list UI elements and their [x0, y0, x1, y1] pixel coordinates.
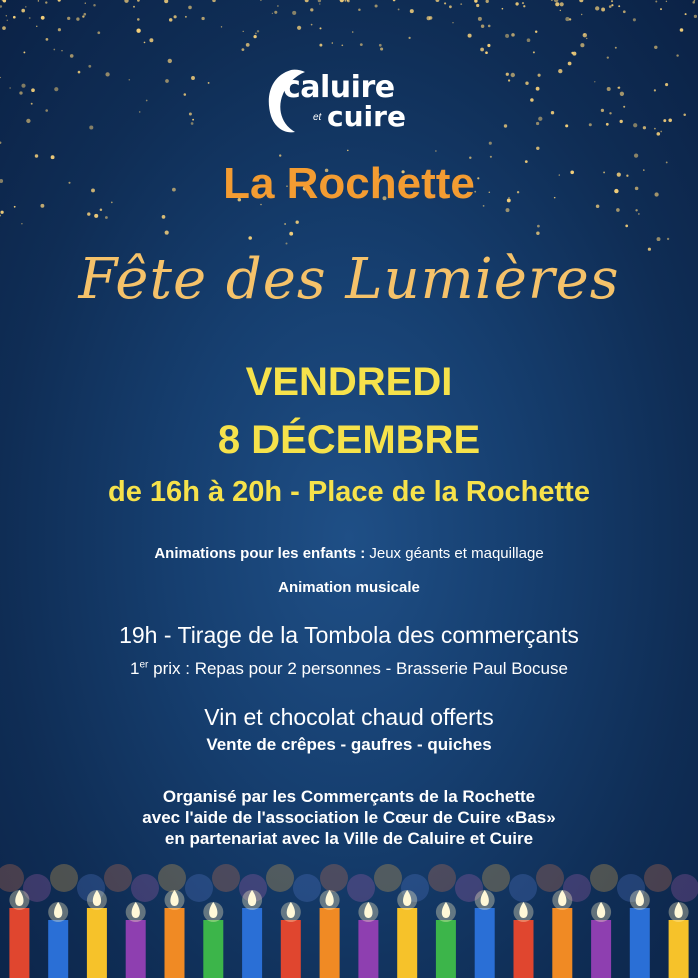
sparkle-dot	[660, 131, 662, 133]
sparkle-dot	[168, 59, 172, 63]
sparkle-dot	[601, 109, 604, 112]
sparkle-dot	[133, 6, 135, 8]
event-day: VENDREDI	[245, 360, 453, 404]
sparkle-dot	[551, 111, 554, 114]
sparkle-dot	[692, 1, 695, 4]
event-title: Fête des Lumières	[78, 247, 620, 312]
sparkle-dot	[76, 17, 79, 20]
sparkle-dot	[310, 8, 313, 11]
glow-bokeh	[185, 874, 213, 902]
sparkle-dot	[305, 0, 309, 2]
glow-bokeh	[104, 864, 132, 892]
sparkle-dot	[162, 215, 166, 219]
candle-body	[9, 908, 29, 978]
kids-activities	[0, 546, 698, 561]
sparkle-dot	[481, 24, 484, 27]
sparkle-dot	[683, 113, 686, 116]
sparkle-dot	[694, 15, 697, 18]
candle-body	[320, 908, 340, 978]
sparkle-dot	[165, 231, 169, 235]
sparkle-dot	[623, 10, 626, 13]
sparkle-dot	[311, 24, 313, 26]
sparkle-dot	[31, 103, 33, 105]
sparkle-dot	[23, 51, 25, 53]
sparkle-dot	[611, 0, 613, 2]
sparkle-dot	[558, 69, 562, 73]
sparkle-dot	[41, 16, 45, 20]
glow-bokeh	[482, 864, 510, 892]
candles-decoration	[0, 850, 698, 978]
sparkle-dot	[620, 120, 623, 123]
sparkle-dot	[581, 14, 582, 15]
sparkle-dot	[668, 119, 672, 123]
logo-text-caluire: caluire	[283, 70, 395, 105]
sparkle-dot	[536, 231, 539, 234]
sparkle-dot	[633, 123, 637, 127]
sparkle-dot	[46, 38, 49, 41]
sparkle-dot	[105, 72, 109, 76]
sparkle-dot	[607, 56, 609, 58]
sparkle-dot	[7, 20, 8, 21]
sparkle-dot	[136, 29, 140, 33]
sparkle-dot	[21, 9, 25, 13]
sparkle-dot	[511, 73, 515, 77]
event-hours-location: de 16h à 20h - Place de la Rochette	[108, 476, 590, 508]
sparkle-dot	[685, 13, 687, 15]
sparkle-dot	[70, 54, 74, 58]
sparkle-dot	[318, 0, 321, 2]
glow-bokeh	[158, 864, 186, 892]
organizers-block	[0, 786, 698, 849]
event-date: 8 DÉCEMBRE	[217, 418, 481, 462]
sparkle-dot	[634, 153, 638, 157]
sparkle-dot	[618, 5, 620, 7]
candle-body	[242, 908, 262, 978]
sparkle-dot	[93, 4, 96, 7]
sparkle-dot	[36, 26, 37, 27]
sparkle-dot	[468, 34, 472, 38]
sparkle-dot	[568, 62, 572, 66]
sparkle-dot	[657, 132, 661, 136]
sparkle-dot	[505, 34, 509, 38]
sparkle-dot	[535, 31, 537, 33]
candle-body	[591, 920, 611, 978]
sparkle-dot	[85, 3, 86, 4]
candle-body	[358, 920, 378, 978]
glow-bokeh	[644, 864, 672, 892]
sparkle-dot	[31, 88, 35, 92]
sparkle-dot	[606, 123, 609, 126]
sparkle-dot	[88, 65, 91, 68]
sparkle-dot	[51, 155, 55, 159]
sparkle-dot	[654, 128, 656, 130]
sparkle-dot	[625, 225, 628, 228]
sparkle-dot	[255, 32, 257, 34]
prize-text: prix : Repas pour 2 personnes - Brasserie Paul Bocuse	[153, 659, 568, 678]
sparkle-dot	[284, 223, 286, 225]
sparkle-dot	[94, 214, 98, 218]
sparkle-dot	[449, 5, 452, 8]
sparkle-dot	[538, 117, 542, 121]
kids-activities-text: Jeux géants et maquillage	[369, 545, 544, 562]
sparkle-dot	[340, 0, 344, 2]
sparkle-dot	[530, 98, 534, 102]
glow-bokeh	[320, 864, 348, 892]
sparkle-dot	[146, 100, 148, 102]
sparkle-dot	[444, 2, 446, 4]
candle-body	[87, 908, 107, 978]
sparkle-dot	[380, 47, 383, 50]
candle-body	[552, 908, 572, 978]
glow-bokeh	[374, 864, 402, 892]
sparkle-dot	[620, 92, 624, 96]
sparkle-dot	[480, 48, 484, 52]
sparkle-dot	[2, 26, 6, 30]
sparkle-dot	[579, 0, 583, 2]
sparkle-dot	[617, 87, 619, 89]
sparkle-dot	[246, 43, 250, 47]
sparkle-dot	[393, 0, 396, 1]
candle-body	[669, 920, 689, 978]
sparkle-dot	[188, 6, 192, 10]
prize-ordinal: er	[139, 659, 149, 671]
glow-bokeh	[266, 864, 294, 892]
sparkle-dot	[502, 8, 504, 10]
sparkle-dot	[536, 147, 539, 150]
sparkle-dot	[560, 10, 561, 11]
sparkle-dot	[0, 214, 1, 216]
sparkle-dot	[352, 31, 354, 33]
sparkle-dot	[0, 5, 2, 7]
sparkle-dot	[208, 82, 210, 84]
organizer-line: Organisé par les Commerçants de la Rochette	[162, 787, 536, 806]
logo-text-cuire: cuire	[327, 100, 406, 133]
sparkle-dot	[78, 71, 81, 74]
sparkle-dot	[21, 223, 22, 224]
sparkle-dot	[29, 17, 31, 19]
sparkle-dot	[488, 25, 491, 28]
sparkle-dot	[663, 119, 666, 122]
sparkle-dot	[285, 242, 287, 244]
sparkle-dot	[523, 5, 525, 7]
sparkle-dot	[248, 236, 252, 240]
sparkle-dot	[0, 211, 3, 214]
sparkle-dot	[53, 49, 55, 51]
sparkle-dot	[485, 51, 488, 54]
sparkle-dot	[97, 31, 100, 34]
sparkle-dot	[100, 209, 103, 212]
sparkle-dot	[296, 221, 299, 224]
sparkle-dot	[169, 18, 173, 22]
tombola-line: 19h - Tirage de la Tombola des commerçants	[119, 622, 579, 648]
candle-body	[203, 920, 223, 978]
sparkle-dot	[189, 113, 192, 116]
sparkle-dot	[277, 5, 279, 7]
sparkle-dot	[25, 6, 26, 7]
sparkle-dot	[3, 0, 6, 3]
sparkle-dot	[410, 9, 414, 13]
sparkle-dot	[487, 44, 490, 47]
sparkle-dot	[506, 73, 509, 76]
sparkle-dot	[452, 22, 453, 23]
sparkle-dot	[13, 16, 16, 19]
sparkle-dot	[633, 18, 636, 21]
sparkle-dot	[638, 213, 639, 214]
sparkle-dot	[379, 44, 382, 47]
food-sale: Vente de crêpes - gaufres - quiches	[206, 735, 492, 754]
sparkle-dot	[643, 126, 646, 129]
candle-body	[475, 908, 495, 978]
sparkle-dot	[478, 17, 482, 21]
sparkle-dot	[474, 0, 477, 3]
sparkle-dot	[654, 46, 657, 49]
sparkle-dot	[201, 17, 204, 20]
sparkle-dot	[184, 93, 187, 96]
sparkle-dot	[137, 0, 140, 2]
kids-activities-label: Animations pour les enfants :	[154, 545, 366, 562]
sparkle-dot	[124, 0, 128, 3]
sparkle-dot	[609, 5, 612, 8]
sparkle-dot	[565, 17, 569, 21]
sparkle-dot	[292, 11, 296, 15]
sparkle-dot	[460, 3, 462, 5]
prize-number: 1	[130, 659, 140, 678]
music-activity: Animation musicale	[278, 579, 420, 596]
sparkle-dot	[616, 208, 620, 212]
sparkle-dot	[191, 76, 195, 80]
sparkle-dot	[82, 15, 84, 17]
sparkle-dot	[560, 2, 564, 6]
sparkle-dot	[648, 248, 651, 251]
sparkle-dot	[243, 31, 244, 32]
sparkle-dot	[476, 4, 479, 7]
sparkle-dot	[319, 27, 321, 29]
sparkle-dot	[89, 125, 93, 129]
candle-body	[165, 908, 185, 978]
sparkle-dot	[565, 124, 568, 127]
sparkle-dot	[274, 11, 277, 14]
sparkle-dot	[345, 0, 347, 2]
sparkle-dot	[609, 112, 611, 114]
sparkle-dot	[174, 15, 177, 18]
sparkle-dot	[164, 0, 168, 3]
sparkle-dot	[527, 38, 531, 42]
sparkle-dot	[14, 206, 16, 208]
sparkle-dot	[506, 208, 510, 212]
sparkle-dot	[486, 0, 489, 3]
sparkle-dot	[694, 0, 696, 1]
sparkle-dot	[54, 87, 58, 91]
sparkle-dot	[375, 4, 378, 7]
sparkle-dot	[45, 109, 48, 112]
sparkle-dot	[655, 1, 657, 3]
sparkle-dot	[504, 124, 507, 127]
sparkle-dot	[358, 9, 361, 12]
glow-bokeh	[536, 864, 564, 892]
city-logo	[255, 62, 445, 142]
sparkle-dot	[212, 0, 216, 2]
sparkle-dot	[515, 2, 518, 5]
sparkle-dot	[508, 79, 510, 81]
sparkle-dot	[272, 13, 273, 14]
sparkle-dot	[436, 0, 440, 2]
sparkle-dot	[536, 122, 539, 125]
sparkle-dot	[260, 0, 261, 1]
sparkle-dot	[58, 0, 61, 2]
sparkle-dot	[667, 238, 669, 240]
sparkle-dot	[139, 111, 141, 113]
sparkle-dot	[555, 2, 559, 6]
glow-bokeh	[428, 864, 456, 892]
glow-bokeh	[131, 874, 159, 902]
sparkle-dot	[660, 8, 662, 10]
glow-bokeh	[50, 864, 78, 892]
sparkle-dot	[19, 91, 22, 94]
sparkle-dot	[61, 50, 62, 51]
drinks-offered: Vin et chocolat chaud offerts	[204, 704, 494, 730]
sparkle-dot	[332, 42, 334, 44]
sparkle-dot	[571, 52, 573, 54]
sparkle-dot	[594, 81, 595, 82]
sparkle-dot	[347, 0, 350, 2]
sparkle-dot	[666, 1, 667, 2]
sparkle-dot	[10, 87, 11, 88]
sparkle-dot	[429, 16, 433, 20]
candle-body	[397, 908, 417, 978]
sparkle-dot	[601, 8, 605, 12]
sparkle-dot	[253, 35, 256, 38]
sparkle-dot	[538, 74, 541, 77]
sparkle-dot	[536, 87, 540, 91]
sparkle-dot	[657, 237, 661, 241]
sparkle-dot	[21, 84, 25, 88]
sparkle-dot	[149, 38, 153, 42]
candle-body	[436, 920, 456, 978]
sparkle-dot	[680, 28, 684, 32]
sparkle-dot	[489, 142, 492, 145]
sparkle-dot	[589, 123, 592, 126]
sparkle-dot	[297, 26, 301, 30]
sparkle-dot	[623, 106, 625, 108]
sparkle-dot	[26, 119, 30, 123]
logo-text-et: et	[313, 112, 322, 123]
sparkle-dot	[533, 51, 535, 53]
sparkle-dot	[654, 89, 656, 91]
sparkle-dot	[45, 1, 47, 3]
sparkle-dot	[38, 0, 40, 2]
candle-body	[281, 920, 301, 978]
sparkle-dot	[279, 154, 281, 156]
sparkle-dot	[607, 87, 611, 91]
sparkle-dot	[511, 33, 515, 37]
candle-body	[48, 920, 68, 978]
sparkle-dot	[289, 232, 293, 236]
sparkle-dot	[0, 141, 1, 143]
sparkle-dot	[341, 44, 343, 46]
sparkle-dot	[611, 4, 613, 6]
sparkle-dot	[537, 225, 540, 228]
sparkle-dot	[35, 154, 38, 157]
sparkle-dot	[84, 13, 87, 16]
sparkle-dot	[586, 38, 588, 40]
candle-body	[126, 920, 146, 978]
sparkle-dot	[580, 43, 584, 47]
glow-bokeh	[0, 864, 24, 892]
sparkle-dot	[665, 83, 668, 86]
sparkle-dot	[360, 43, 363, 46]
sparkle-dot	[192, 119, 194, 121]
sparkle-dot	[551, 0, 553, 1]
first-prize	[0, 660, 698, 677]
sparkle-dot	[58, 28, 61, 31]
sparkle-dot	[522, 2, 524, 4]
sparkle-dot	[319, 3, 320, 4]
sparkle-dot	[0, 77, 1, 78]
sparkle-dot	[67, 17, 70, 20]
sparkle-dot	[408, 37, 410, 39]
sparkle-dot	[87, 212, 90, 215]
sparkle-dot	[144, 42, 146, 44]
sparkle-dot	[676, 54, 678, 56]
sparkle-dot	[105, 216, 108, 219]
place-title: La Rochette	[223, 159, 475, 208]
sparkle-dot	[137, 18, 140, 21]
organizer-line: en partenariat avec la Ville de Caluire et Cuire	[164, 829, 534, 848]
sparkle-dot	[319, 44, 322, 47]
glow-bokeh	[671, 874, 698, 902]
glow-bokeh	[509, 874, 537, 902]
sparkle-dot	[257, 30, 259, 32]
sparkle-dot	[583, 33, 587, 37]
glow-bokeh	[347, 874, 375, 902]
sparkle-dot	[435, 150, 436, 151]
sparkle-dot	[185, 16, 187, 18]
sparkle-dot	[635, 209, 637, 211]
sparkle-dot	[165, 79, 169, 83]
sparkle-dot	[398, 8, 400, 10]
sparkle-dot	[129, 79, 131, 81]
organizer-line: avec l'aide de l'association le Cœur de Cuire «Bas»	[142, 808, 556, 827]
sparkle-dot	[221, 26, 222, 27]
glow-bokeh	[590, 864, 618, 892]
sparkle-dot	[347, 150, 349, 152]
candle-body	[514, 920, 534, 978]
sparkle-dot	[191, 122, 194, 125]
sparkle-dot	[525, 82, 528, 85]
glow-bokeh	[293, 874, 321, 902]
sparkle-dot	[554, 0, 558, 2]
sparkle-dot	[242, 48, 245, 51]
glow-bokeh	[212, 864, 240, 892]
candle-body	[630, 908, 650, 978]
sparkle-dot	[490, 156, 492, 158]
sparkle-dot	[595, 6, 599, 10]
sparkle-dot	[615, 47, 617, 49]
sparkle-dot	[6, 15, 7, 16]
